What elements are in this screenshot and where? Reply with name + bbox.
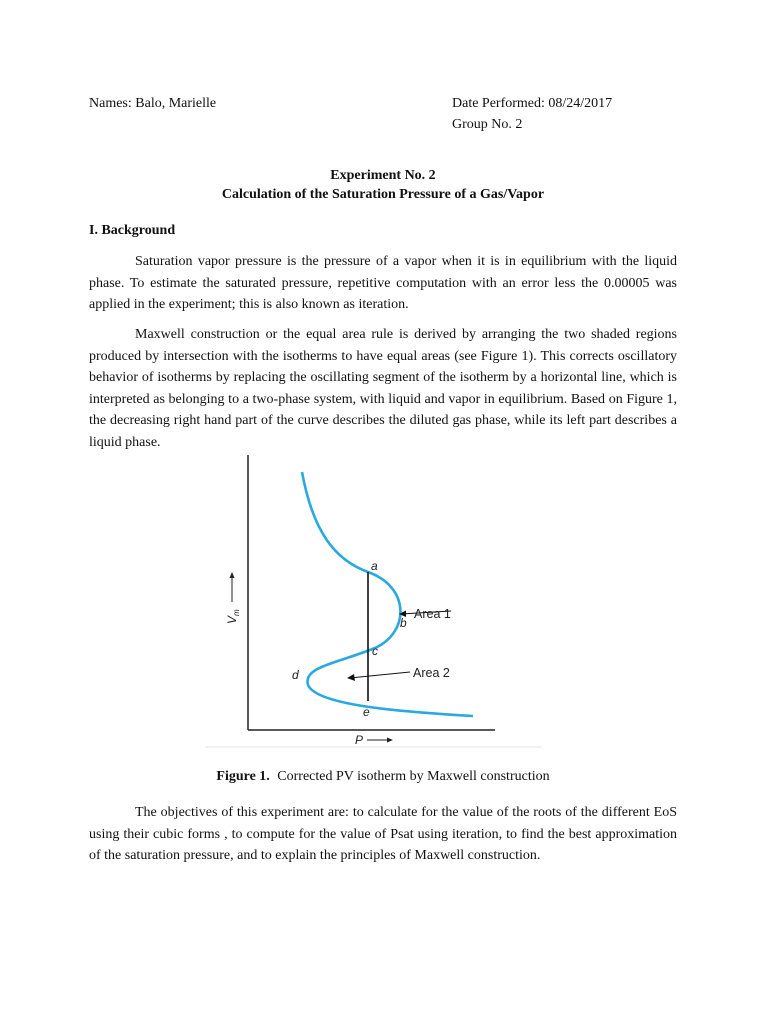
section-heading: I. Background [89,223,176,238]
area-2-label: Area 2 [413,666,450,680]
point-c-label: c [372,644,378,658]
point-a-label: a [371,559,378,573]
y-axis-arrowhead [230,572,235,578]
x-axis-label: P [355,733,364,747]
figure-caption-text: Corrected PV isotherm by Maxwell construction [277,769,550,784]
y-axis-label-group [225,609,241,624]
point-d-label: d [292,668,299,682]
area-2-arrowhead [347,674,355,681]
names-line: Names: Balo, Marielle [89,96,217,111]
x-axis-arrowhead [387,738,393,743]
paragraph-1 [89,251,677,316]
experiment-number: Experiment No. 2 [330,168,436,183]
figure-caption-label: Figure 1. [216,769,270,784]
y-axis-label [225,609,241,624]
point-b-label: b [400,616,407,630]
paragraph-1-text: Saturation vapor pressure is the pressure of a vapor when it is in equilibrium with the liquid phase. To estimate the saturated pressure, repetitive computation with an error less the 0.00005 was applied in the experiment; this is also known as iteration. [89,254,677,312]
paragraph-2-text: Maxwell construction or the equal area rule is derived by arranging the two shaded regions produced by intersection with the isotherms to have equal areas (see Figure 1). This corrects oscillatory behavior of isotherms by replacing the oscillating segment of the isotherm by a horizontal line, which is interpreted as belonging to a two-phase system, with liquid and vapor in equilibrium. Based on Figure 1, the decreasing right hand part of the curve describes the diluted gas phase, while its left part describes a liquid phase. [89,327,677,450]
group-number: Group No. 2 [452,117,523,132]
date-performed: Date Performed: 08/24/2017 [452,96,613,111]
area-1-label: Area 1 [414,607,451,621]
y-axis-label-sub: m [232,609,241,616]
paragraph-3-text: The objectives of this experiment are: to calculate for the value of the roots of the different EoS using their cubic forms , to compute for the value of Psat using iteration, to find the best approximation of the saturation pressure, and to explain the principles of Maxwell construction. [89,805,677,863]
paragraph-2 [89,324,677,453]
figure-caption [89,766,677,787]
paragraph-3 [89,802,677,867]
figure-1-diagram [205,452,545,752]
point-e-label: e [363,705,370,719]
area-2-arrow [350,672,410,678]
experiment-title: Calculation of the Saturation Pressure of a Gas/Vapor [221,187,545,202]
y-axis-label-main: V [225,615,239,624]
